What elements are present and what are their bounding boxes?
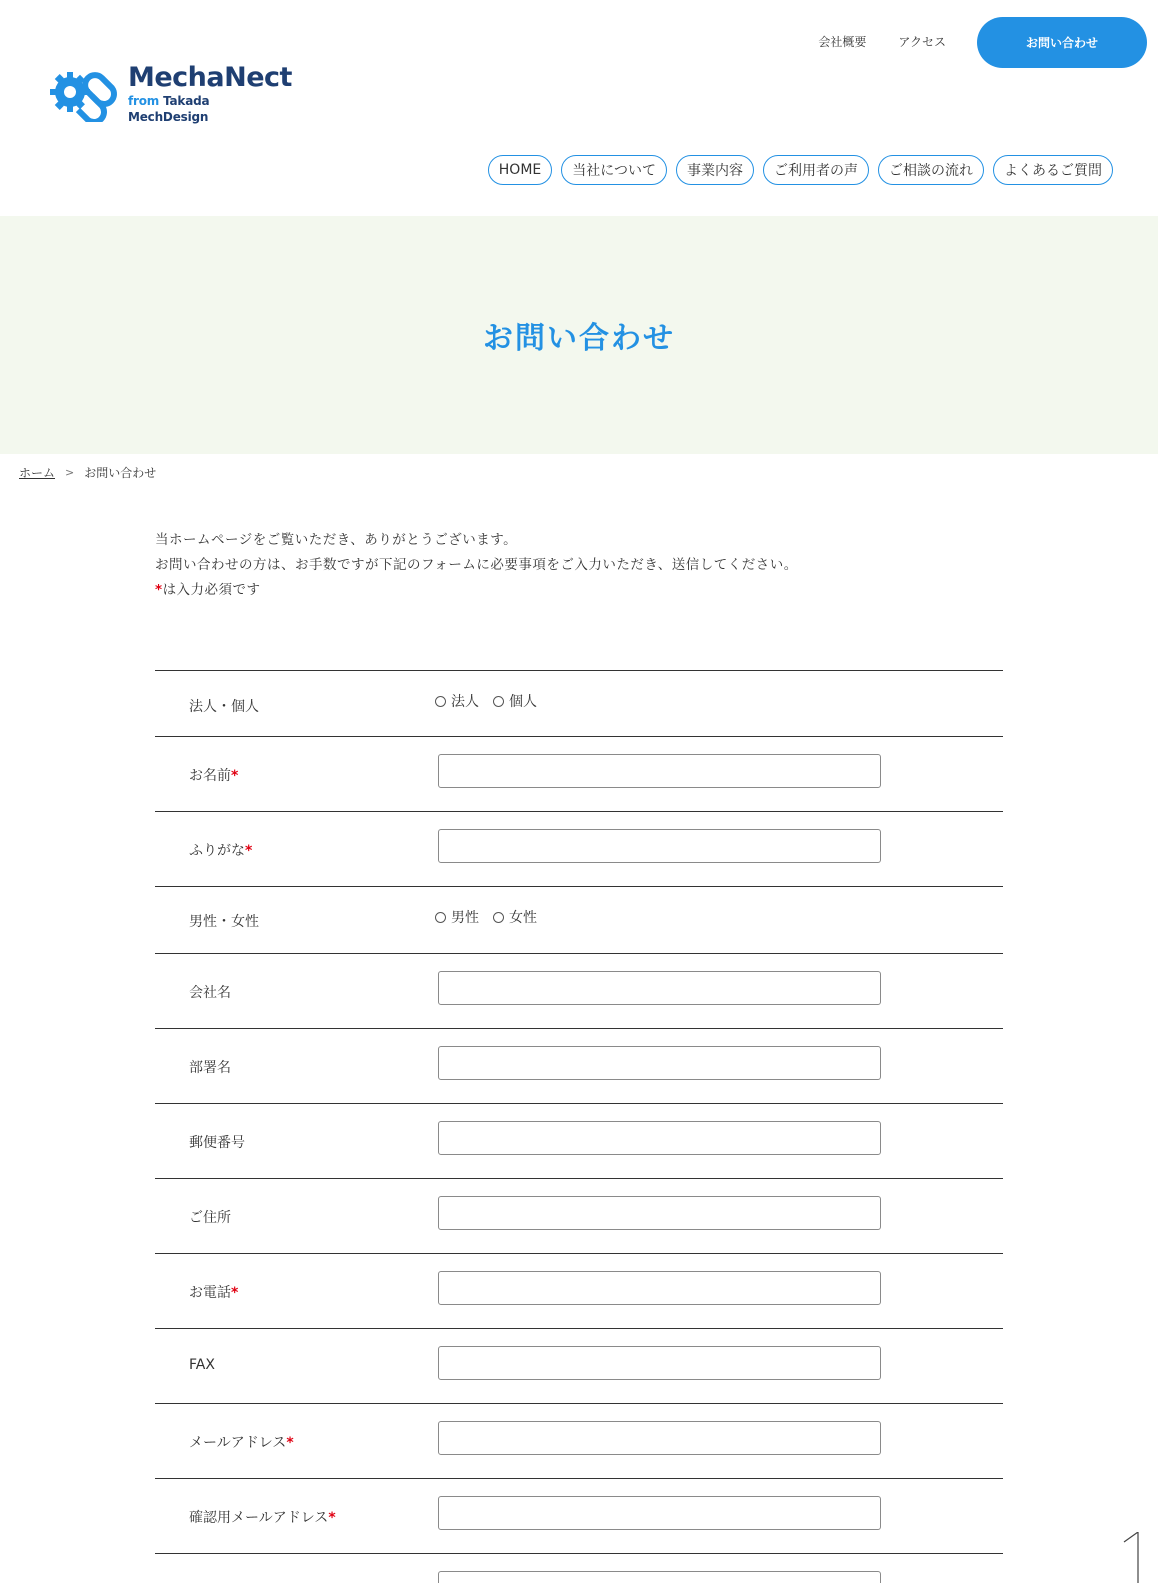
email-confirm-label: 確認用メールアドレス* [189, 1510, 336, 1526]
nav-item-flow[interactable]: ご相談の流れ [878, 155, 984, 185]
nav-item-home[interactable]: HOME [488, 155, 552, 185]
email-input[interactable] [438, 1421, 881, 1455]
intro-text [155, 528, 798, 603]
department-input[interactable] [438, 1046, 881, 1080]
gender-label: 男性・女性 [189, 914, 259, 930]
form-row-email-confirm [155, 1479, 1003, 1554]
form-row-gender [155, 887, 1003, 954]
radio-circle[interactable] [493, 912, 504, 923]
radio-male[interactable] [435, 907, 479, 927]
page-top-icon[interactable] [1112, 1532, 1152, 1583]
nav-item-about[interactable]: 当社について [561, 155, 667, 185]
intro-line-1: 当ホームページをご覧いただき、ありがとうございます。 [155, 532, 518, 548]
form-row-next [155, 1554, 1003, 1583]
name-input[interactable] [438, 754, 881, 788]
form-row-fax [155, 1329, 1003, 1404]
form-row-name [155, 737, 1003, 812]
breadcrumb-home[interactable]: ホーム [19, 466, 56, 480]
name-label: お名前* [189, 768, 239, 784]
company-label: 会社名 [189, 985, 231, 1001]
radio-individual[interactable] [493, 691, 537, 711]
form-row-address [155, 1179, 1003, 1254]
gear-link-logo-icon [48, 66, 122, 122]
next-input[interactable] [438, 1571, 881, 1583]
required-note: は入力必須です [162, 582, 261, 598]
radio-female[interactable] [493, 907, 537, 927]
postal-label: 郵便番号 [189, 1135, 245, 1151]
form-row-company [155, 954, 1003, 1029]
furigana-input[interactable] [438, 829, 881, 863]
breadcrumb-separator: > [65, 466, 75, 479]
department-label: 部署名 [189, 1060, 231, 1076]
breadcrumb-current: お問い合わせ [84, 466, 157, 480]
postal-input[interactable] [438, 1121, 881, 1155]
radio-corporate[interactable] [435, 691, 479, 711]
logo-subtitle [128, 93, 292, 125]
form-row-department [155, 1029, 1003, 1104]
email-confirm-input[interactable] [438, 1496, 881, 1530]
phone-label: お電話* [189, 1285, 239, 1301]
main-nav [488, 155, 1113, 185]
gender-radio-group [435, 907, 537, 927]
phone-input[interactable] [438, 1271, 881, 1305]
nav-item-voices[interactable]: ご利用者の声 [763, 155, 869, 185]
top-link-company[interactable]: 会社概要 [818, 35, 867, 49]
site-logo[interactable] [48, 62, 292, 124]
contact-form [155, 670, 1003, 1583]
intro-line-2: お問い合わせの方は、お手数ですが下記のフォームに必要事項をご入力いただき、送信してください。 [155, 557, 798, 573]
company-input[interactable] [438, 971, 881, 1005]
form-row-furigana [155, 812, 1003, 887]
site-header [0, 0, 1158, 216]
type-label: 法人・個人 [189, 699, 259, 715]
logo-name: MechaNect [128, 62, 292, 93]
form-row-type [155, 670, 1003, 737]
top-links [818, 32, 946, 52]
radio-circle[interactable] [435, 912, 446, 923]
top-link-access[interactable]: アクセス [898, 35, 946, 49]
radio-male-label: 男性 [451, 910, 479, 926]
form-row-email [155, 1404, 1003, 1479]
required-mark: * [155, 582, 163, 598]
intro-line-3 [155, 578, 798, 603]
contact-button[interactable]: お問い合わせ [977, 17, 1147, 68]
logo-sub-company: Takada MechDesign [128, 94, 210, 124]
furigana-label: ふりがな* [189, 843, 253, 859]
type-radio-group [435, 691, 537, 711]
hero-banner [0, 216, 1158, 454]
address-input[interactable] [438, 1196, 881, 1230]
logo-text [128, 63, 292, 125]
email-label: メールアドレス* [189, 1435, 294, 1451]
address-label: ご住所 [189, 1210, 231, 1226]
radio-circle[interactable] [493, 696, 504, 707]
fax-input[interactable] [438, 1346, 881, 1380]
breadcrumb [19, 464, 156, 481]
fax-label: FAX [189, 1357, 215, 1373]
radio-female-label: 女性 [509, 910, 537, 926]
radio-individual-label: 個人 [509, 694, 537, 710]
radio-corporate-label: 法人 [451, 694, 479, 710]
page-title: お問い合わせ [483, 321, 675, 356]
logo-sub-from: from [128, 94, 160, 108]
nav-item-faq[interactable]: よくあるご質問 [993, 155, 1113, 185]
form-row-postal [155, 1104, 1003, 1179]
form-row-phone [155, 1254, 1003, 1329]
radio-circle[interactable] [435, 696, 446, 707]
nav-item-business[interactable]: 事業内容 [676, 155, 754, 185]
